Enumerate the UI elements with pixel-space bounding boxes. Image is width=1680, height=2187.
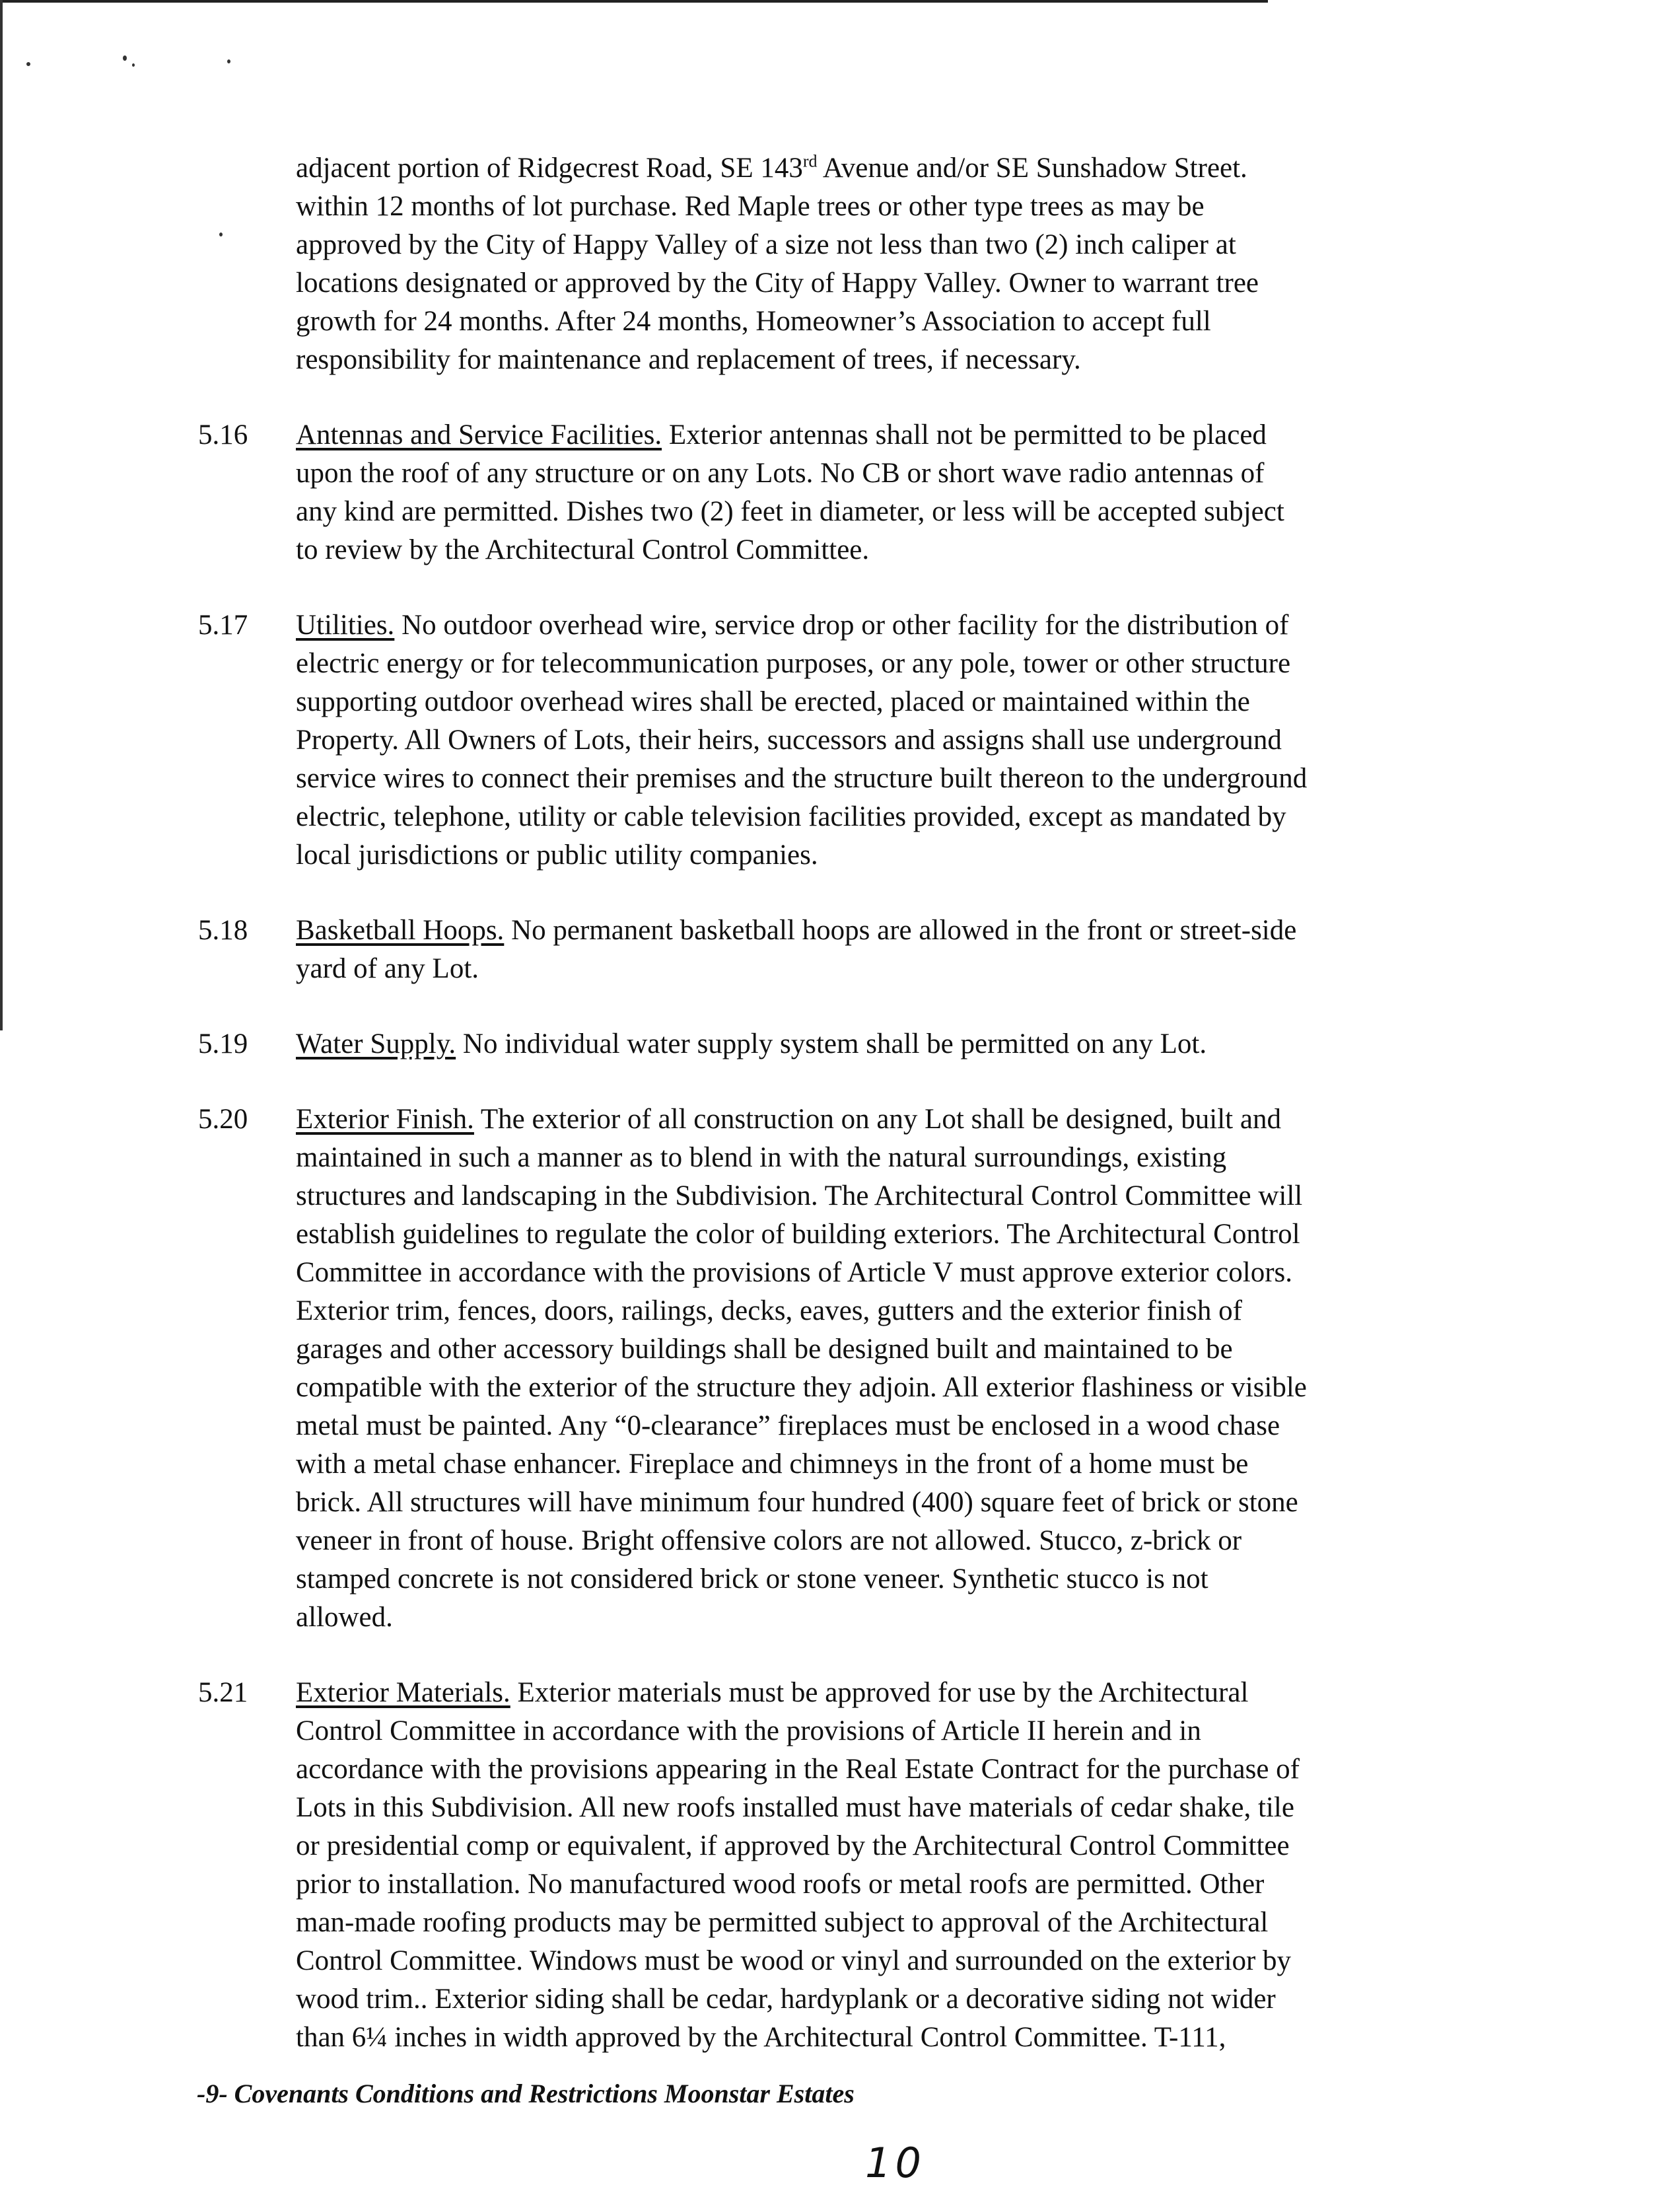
- section-5-19: [198, 1025, 1492, 1063]
- section-text: Exterior antennas shall not be permitted to be placed upon the roof of any structure or on any Lots. No CB or short wave radio antennas of any kind are permitted. Dishes two (2) feet in diameter, or less will be accepted subject to review by the Architectural Control Committee.: [296, 419, 1284, 565]
- section-title: Exterior Materials.: [296, 1677, 510, 1708]
- top-border-line: [0, 0, 1268, 3]
- ordinal-superscript: rd: [802, 151, 818, 171]
- section-5-17: [198, 606, 1492, 875]
- section-text: The exterior of all construction on any Lot shall be designed, built and maintained in such a manner as to blend in with the natural surroundings, existing structures and landscaping in the Subdivision. The Architectural Control Committee will establish guidelines to regulate the color of building exteriors. The Architectural Control Committee in accordance with the provisions of Article V must approve exterior colors. Exterior trim, fences, doors, railings, decks, eaves, gutters and the exterior finish of garages and other accessory buildings shall be designed built and maintained to be compatible with the exterior of the structure they adjoin. All exterior flashiness or visible metal must be painted. Any “0-clearance” fireplaces must be enclosed in a wood chase with a metal chase enhancer. Fireplace and chimneys in the front of a home must be brick. All structures will have minimum four hundred (400) square feet of brick or stone veneer in front of house. Bright offensive colors are not allowed. Stucco, z-brick or stamped concrete is not considered brick or stone veneer. Synthetic stucco is not allowed.: [296, 1104, 1307, 1633]
- scan-speck: [132, 63, 135, 67]
- section-title: Utilities.: [296, 610, 395, 641]
- section-number: 5.17: [198, 610, 248, 641]
- left-scan-edge: [0, 0, 3, 1030]
- section-number: 5.21: [198, 1677, 248, 1708]
- section-title: Exterior Finish.: [296, 1104, 474, 1135]
- document-body: [198, 149, 1492, 2057]
- section-title: Basketball Hoops.: [296, 915, 505, 946]
- section-number: 5.16: [198, 419, 248, 450]
- page-footer: -9- Covenants Conditions and Restrictions Moonstar Estates: [197, 2079, 855, 2108]
- section-number: 5.20: [198, 1104, 248, 1135]
- scan-speck: [26, 62, 30, 66]
- intro-text-start: adjacent portion of Ridgecrest Road, SE 143: [296, 153, 803, 184]
- section-title: Antennas and Service Facilities.: [296, 419, 662, 450]
- section-title: Water Supply.: [296, 1028, 456, 1059]
- handwritten-page-number: 10: [865, 2139, 925, 2187]
- section-number: 5.19: [198, 1028, 248, 1059]
- section-text: No permanent basketball hoops are allowed in the front or street-side yard of any Lot.: [296, 915, 1297, 984]
- intro-paragraph: [198, 149, 1492, 379]
- intro-text-rest: Avenue and/or SE Sunshadow Street. within 12 months of lot purchase. Red Maple trees or other type trees as may be approved by the City of Happy Valley of a size not less than two (2) inch caliper at locations designated or approved by the City of Happy Valley. Owner to warrant tree growth for 24 months. After 24 months, Homeowner’s Association to accept full responsibility for maintenance and replacement of trees, if necessary.: [296, 153, 1259, 375]
- section-text: No outdoor overhead wire, service drop or other facility for the distribution of electric energy or for telecommunication purposes, or any pole, tower or other structure supporting outdoor overhead wires shall be erected, placed or maintained within the Property. All Owners of Lots, their heirs, successors and assigns shall use underground service wires to connect their premises and the structure built thereon to the underground electric, telephone, utility or cable television facilities provided, except as mandated by local jurisdictions or public utility companies.: [296, 610, 1308, 871]
- section-5-18: [198, 912, 1492, 988]
- section-text: No individual water supply system shall be permitted on any Lot.: [456, 1028, 1207, 1059]
- scan-speck: [123, 55, 127, 61]
- scan-speck: [227, 59, 230, 63]
- section-5-20: [198, 1100, 1492, 1637]
- section-text: Exterior materials must be approved for use by the Architectural Control Committee in accordance with the provisions of Article II herein and in accordance with the provisions appearing in the Real Estate Contract for the purchase of Lots in this Subdivision. All new roofs installed must have materials of cedar shake, tile or presidential comp or equivalent, if approved by the Architectural Control Committee prior to installation. No manufactured wood roofs or metal roofs are permitted. Other man-made roofing products may be permitted subject to approval of the Architectural Control Committee. Windows must be wood or vinyl and surrounded on the exterior by wood trim.. Exterior siding shall be cedar, hardyplank or a decorative siding not wider than 6¼ inches in width approved by the Architectural Control Committee. T-111,: [296, 1677, 1300, 2053]
- section-number: 5.18: [198, 915, 248, 946]
- section-5-21: [198, 1674, 1492, 2057]
- section-5-16: [198, 416, 1492, 569]
